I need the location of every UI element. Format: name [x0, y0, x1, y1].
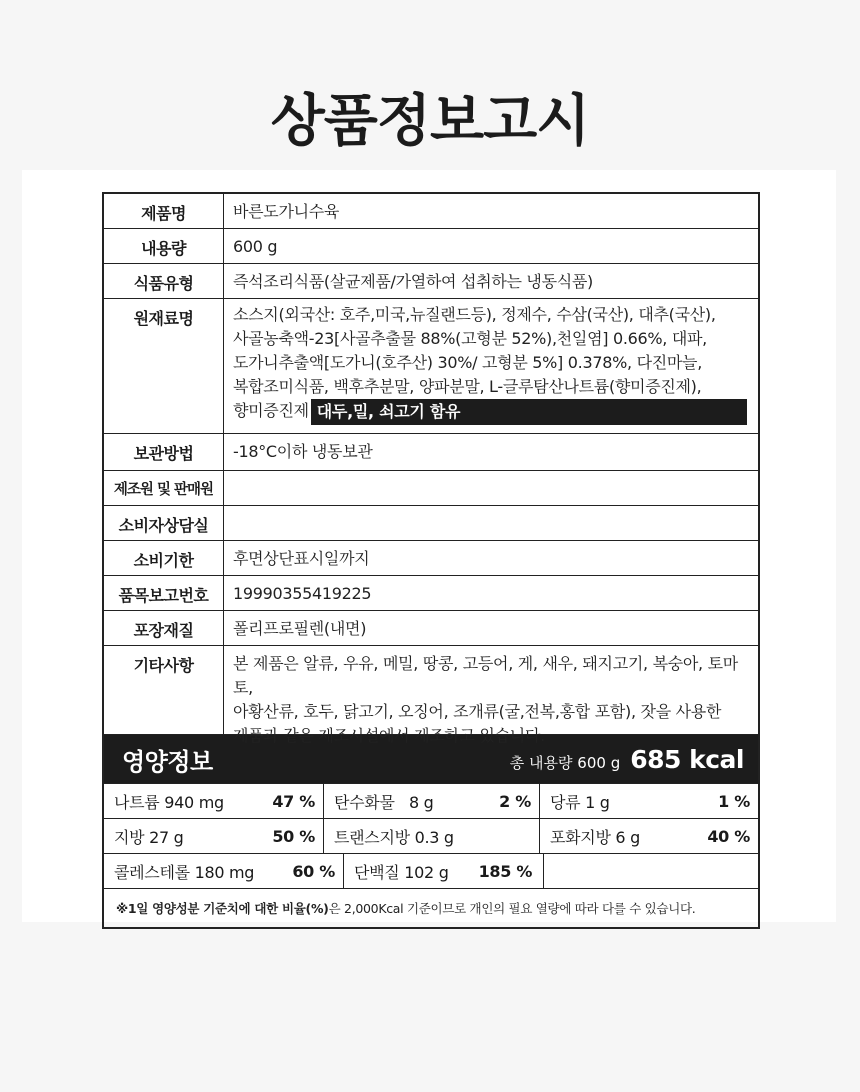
- value-manufacturer: [224, 471, 758, 505]
- nutrition-total: [510, 745, 744, 774]
- row-storage: [104, 434, 758, 471]
- nutrient-name-amount: [334, 825, 454, 848]
- nutrient-name-amount: [550, 825, 640, 848]
- row-content-amount: [104, 229, 758, 264]
- product-info-table: [102, 192, 760, 929]
- nutrient-cholesterol: [104, 854, 344, 888]
- nutrition-row: [104, 854, 758, 889]
- nutrition-kcal: 685 kcal: [630, 744, 744, 774]
- ingredients-line: 소스지(외국산: 호주,미국,뉴질랜드등), 정제수, 수삼(국산), 대추(국산),: [233, 305, 716, 324]
- other-notes-line: 제품과 같은 제조시설에서 제조하고 있습니다.: [233, 726, 545, 745]
- nutrient-amount: 27 g: [149, 827, 184, 847]
- nutrient-name: 나트륨: [114, 792, 160, 812]
- nutrient-name-amount: [334, 790, 434, 813]
- value-consumer-center: [224, 506, 758, 540]
- label-report-number: 품목보고번호: [104, 576, 224, 610]
- nutrient-amount: 8 g: [408, 792, 434, 812]
- nutrient-sodium: [104, 784, 324, 818]
- nutrient-name: 탄수화물: [334, 792, 395, 812]
- nutrient-pct: 50 %: [272, 826, 315, 846]
- ingredients-line: 향미증진제: [233, 401, 309, 420]
- page-title: 상품정보고시: [270, 89, 590, 154]
- nutrient-amount: 1 g: [585, 792, 610, 812]
- nutrient-amount: 6 g: [615, 827, 640, 847]
- nutrient-amount: 102 g: [404, 862, 449, 882]
- nutrient-name: 당류: [550, 792, 581, 812]
- label-ingredients: 원재료명: [104, 299, 224, 433]
- value-storage: -18°C이하 냉동보관: [233, 442, 373, 461]
- nutrient-name: 트랜스지방: [334, 827, 410, 847]
- row-ingredients: [104, 299, 758, 434]
- value-other-notes: [224, 646, 758, 745]
- row-expiry: [104, 541, 758, 576]
- nutrient-sugars: [540, 784, 758, 818]
- nutrient-empty-cell: [544, 854, 758, 888]
- nutrient-name: 콜레스테롤: [114, 862, 190, 882]
- label-packaging: 포장재질: [104, 611, 224, 645]
- nutrient-amount: 940 mg: [164, 792, 224, 812]
- nutrient-name-amount: [114, 790, 224, 813]
- nutrient-name: 포화지방: [550, 827, 611, 847]
- row-product-name: [104, 194, 758, 229]
- nutrition-row: [104, 784, 758, 819]
- label-product-name: 제품명: [104, 194, 224, 228]
- value-product-name: 바른도가니수육: [233, 202, 340, 221]
- nutrient-saturated-fat: [540, 819, 758, 853]
- nutrient-protein: [344, 854, 544, 888]
- nutrient-pct: 40 %: [707, 826, 750, 846]
- label-content-amount: 내용량: [104, 229, 224, 263]
- nutrition-title: 영양정보: [122, 747, 213, 776]
- allergen-badge: 대두,밀, 쇠고기 함유: [311, 399, 747, 425]
- nutrient-pct: 60 %: [292, 861, 335, 881]
- nutrient-pct: 185 %: [478, 861, 533, 881]
- value-packaging: 폴리프로필렌(내면): [233, 619, 367, 638]
- nutrient-name-amount: [114, 825, 184, 848]
- row-packaging: [104, 611, 758, 646]
- ingredients-line: 복합조미식품, 백후추분말, 양파분말, L-글루탐산나트륨(향미증진제),: [233, 377, 702, 396]
- row-consumer-center: [104, 506, 758, 541]
- label-storage: 보관방법: [104, 434, 224, 470]
- value-content-amount: 600 g: [233, 237, 278, 256]
- nutrient-trans-fat: [324, 819, 540, 853]
- nutrient-pct: 1 %: [718, 791, 750, 811]
- nutrient-carbs: [324, 784, 540, 818]
- value-expiry: 후면상단표시일까지: [233, 549, 370, 568]
- value-food-type: 즉석조리식품(살균제품/가열하여 섭취하는 냉동식품): [233, 272, 593, 291]
- row-other-notes: [104, 646, 758, 745]
- label-food-type: 식품유형: [104, 264, 224, 298]
- row-food-type: [104, 264, 758, 299]
- other-notes-line: 본 제품은 알류, 우유, 메밀, 땅콩, 고등어, 게, 새우, 돼지고기, 복숭아, 토마토,: [233, 654, 738, 697]
- label-expiry: 소비기한: [104, 541, 224, 575]
- nutrient-name-amount: [354, 860, 449, 883]
- row-report-number: [104, 576, 758, 611]
- ingredients-line: 사골농축액-23[사골추출물 88%(고형분 52%),천일염] 0.66%, 대파,: [233, 329, 707, 348]
- nutrient-amount: 180 mg: [194, 862, 255, 882]
- nutrient-pct: 47 %: [272, 791, 315, 811]
- nutrient-pct: 2 %: [499, 791, 531, 811]
- value-ingredients: [224, 299, 758, 433]
- ingredients-line-last: [233, 399, 750, 425]
- nutrient-name: 단백질: [354, 862, 400, 882]
- label-manufacturer: 제조원 및 판매원: [104, 471, 224, 505]
- nutrient-name-amount: [114, 860, 254, 883]
- value-report-number: 19990355419225: [233, 584, 372, 603]
- nutrition-row: [104, 819, 758, 854]
- nutrition-footnote: [104, 889, 758, 927]
- nutrition-total-label: 총 내용량 600 g: [509, 753, 621, 772]
- other-notes-line: 아황산류, 호두, 닭고기, 오징어, 조개류(굴,전복,홍합 포함), 잣을 사용한: [233, 702, 722, 721]
- nutrient-fat: [104, 819, 324, 853]
- nutrient-name-amount: [550, 790, 610, 813]
- label-consumer-center: 소비자상담실: [104, 506, 224, 540]
- footnote-bold: ※1일 영양성분 기준치에 대한 비율(%): [116, 901, 329, 916]
- nutrient-amount: 0.3 g: [414, 827, 454, 847]
- label-other-notes: 기타사항: [104, 646, 224, 734]
- nutrient-name: 지방: [114, 827, 145, 847]
- ingredients-line: 도가니추출액[도가니(호주산) 30%/ 고형분 5%] 0.378%, 다진마늘,: [233, 353, 702, 372]
- footnote-rest: 은 2,000Kcal 기준이므로 개인의 필요 열량에 따라 다를 수 있습니다.: [328, 901, 696, 916]
- row-manufacturer: [104, 471, 758, 506]
